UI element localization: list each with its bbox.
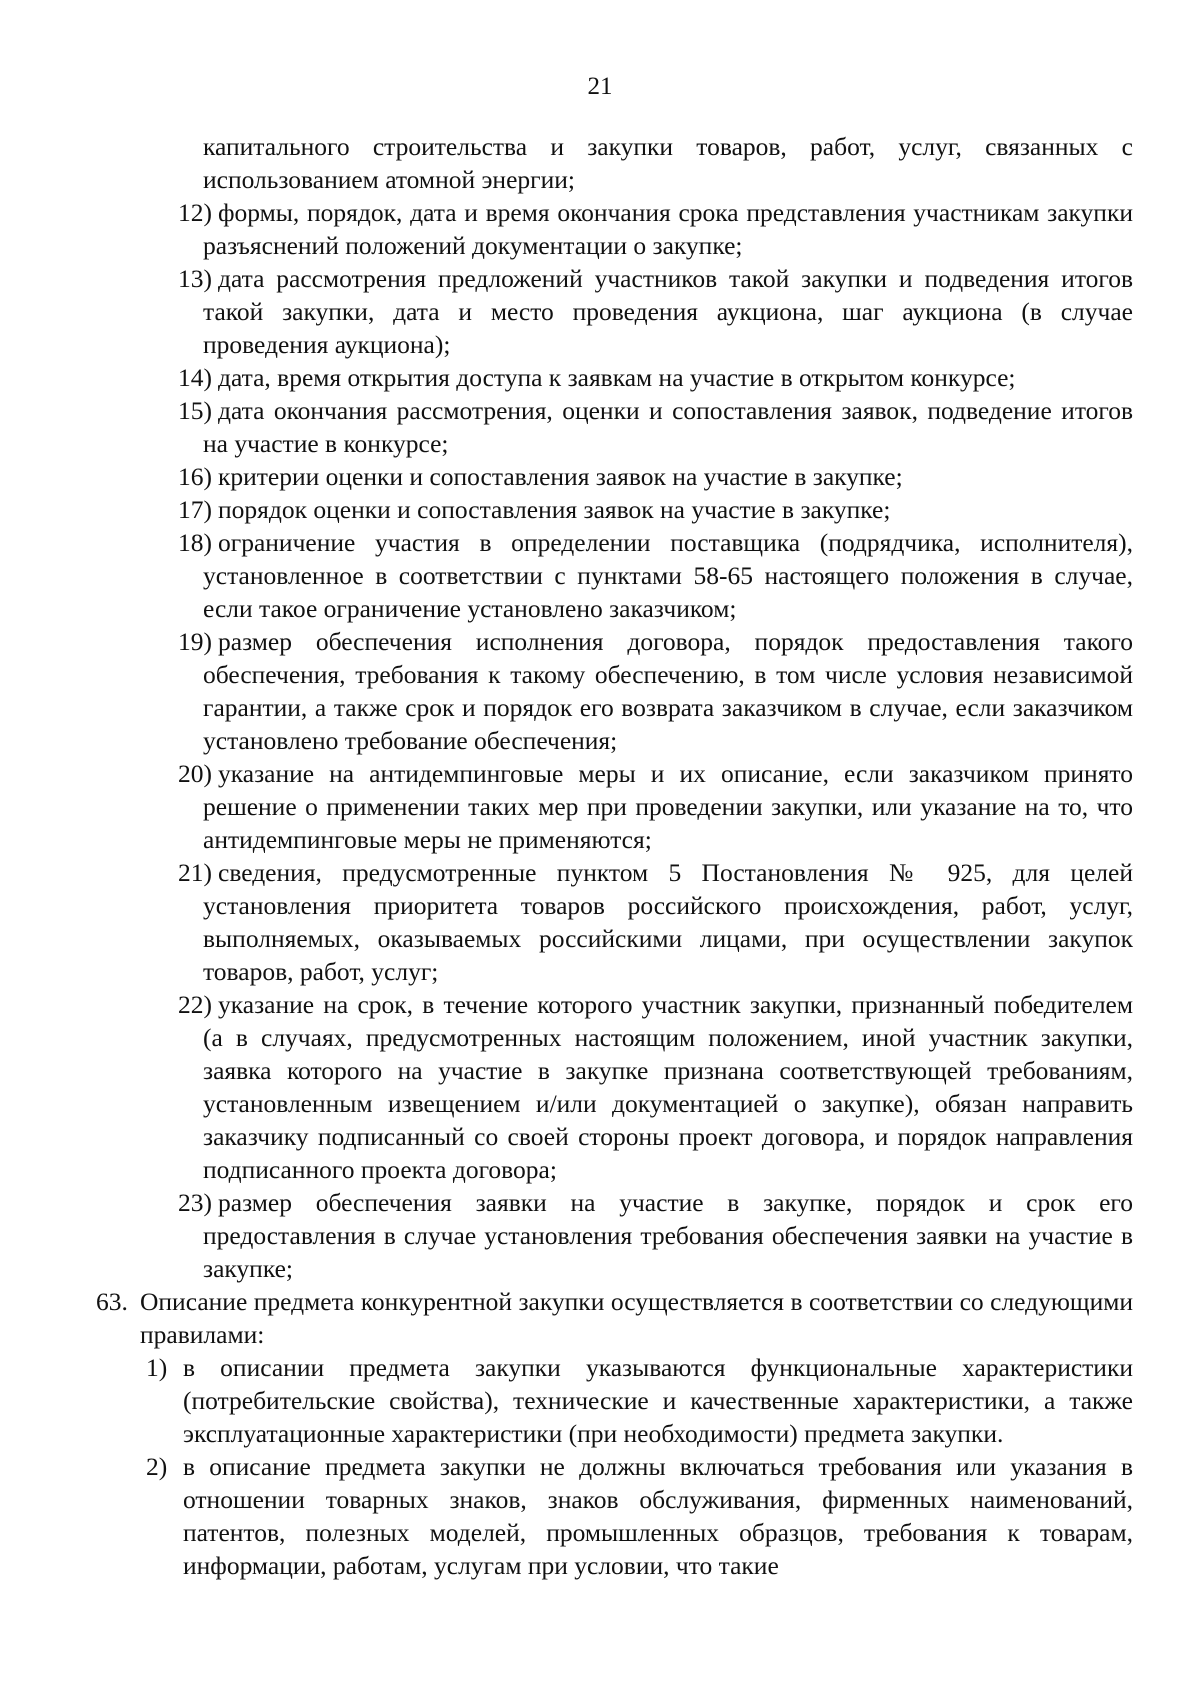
item-text: указание на срок, в течение которого участник закупки, признанный победителем (а в случаях, предусмотренных настоящим положением, иной участник закупки, заявка которого на участие в закупке признана соответствующей требованиям, установленным извещением и/или документацией о закупке), обязан направить заказчику подписанный со своей стороны проект договора, и порядок направления подписанного проекта договора; — [203, 990, 1133, 1184]
item-text: дата, время открытия доступа к заявкам на участие в открытом конкурсе; — [218, 363, 1016, 392]
item-number: 14) — [178, 363, 212, 392]
item-text: сведения, предусмотренные пунктом 5 Постановления № 925, для целей установления приоритета товаров российского происхождения, работ, услуг, выполняемых, оказываемых российскими лицами, при осуществлении закупок товаров, работ, услуг; — [203, 858, 1133, 986]
list-item — [178, 361, 1133, 394]
list-item — [178, 196, 1133, 262]
list-item — [146, 1450, 1133, 1582]
item-text: размер обеспечения исполнения договора, порядок предоставления такого обеспечения, требования к такому обеспечению, в том числе условия независимой гарантии, а также срок и порядок его возврата заказчиком в случае, если заказчиком установлено требование обеспечения; — [203, 627, 1133, 755]
item-number: 2) — [146, 1452, 168, 1481]
item-number: 13) — [178, 264, 212, 293]
main-sub-item-list — [0, 1351, 1200, 1582]
item-number: 20) — [178, 759, 212, 788]
item-number: 19) — [178, 627, 212, 656]
list-item — [178, 988, 1133, 1186]
page-number: 21 — [587, 73, 613, 100]
list-item — [178, 1186, 1133, 1285]
item-number: 1) — [146, 1353, 168, 1382]
list-item — [178, 262, 1133, 361]
list-item — [178, 526, 1133, 625]
item-text: дата рассмотрения предложений участников такой закупки и подведения итогов такой закупки, дата и место проведения аукциона, шаг аукциона (в случае проведения аукциона); — [203, 264, 1133, 359]
item-number: 23) — [178, 1188, 212, 1217]
item-number: 16) — [178, 462, 212, 491]
item-text: дата окончания рассмотрения, оценки и сопоставления заявок, подведение итогов на участие в конкурсе; — [203, 396, 1133, 458]
list-item — [178, 856, 1133, 988]
item-text: формы, порядок, дата и время окончания срока представления участникам закупки разъяснений положений документации о закупке; — [203, 198, 1133, 260]
item-number: 63. — [96, 1287, 128, 1316]
list-item — [178, 394, 1133, 460]
document-body — [0, 130, 1200, 1582]
item-text: Описание предмета конкурентной закупки осуществляется в соответствии со следующими правилами: — [140, 1287, 1133, 1349]
item-number: 17) — [178, 495, 212, 524]
sub-item-list — [0, 196, 1200, 1285]
list-item — [178, 625, 1133, 757]
item-text: ограничение участия в определении поставщика (подрядчика, исполнителя), установленное в соответствии с пунктами 58-65 настоящего положения в случае, если такое ограничение установлено заказчиком; — [203, 528, 1133, 623]
item-text: порядок оценки и сопоставления заявок на участие в закупке; — [218, 495, 891, 524]
list-item — [146, 1351, 1133, 1450]
item-text: указание на антидемпинговые меры и их описание, если заказчиком принято решение о применении таких мер при проведении закупки, или указание на то, что антидемпинговые меры не применяются; — [203, 759, 1133, 854]
list-item — [178, 757, 1133, 856]
item-number: 18) — [178, 528, 212, 557]
item-text: в описание предмета закупки не должны включаться требования или указания в отношении товарных знаков, знаков обслуживания, фирменных наименований, патентов, полезных моделей, промышленных образцов, требования к товарам, информации, работам, услугам при условии, что такие — [183, 1452, 1133, 1580]
item-number: 12) — [178, 198, 212, 227]
item-text: в описании предмета закупки указываются функциональные характеристики (потребительские свойства), технические и качественные характеристики, а также эксплуатационные характеристики (при необходимости) предмета закупки. — [183, 1353, 1133, 1448]
item-number: 15) — [178, 396, 212, 425]
list-item — [178, 460, 1133, 493]
item-number: 21) — [178, 858, 212, 887]
continuation-paragraph: капитального строительства и закупки товаров, работ, услуг, связанных с использованием атомной энергии; — [203, 132, 1133, 194]
list-item — [178, 493, 1133, 526]
main-item-63 — [96, 1285, 1133, 1351]
item-text: критерии оценки и сопоставления заявок на участие в закупке; — [218, 462, 903, 491]
item-number: 22) — [178, 990, 212, 1019]
item-text: размер обеспечения заявки на участие в закупке, порядок и срок его предоставления в случае установления требования обеспечения заявки на участие в закупке; — [203, 1188, 1133, 1283]
